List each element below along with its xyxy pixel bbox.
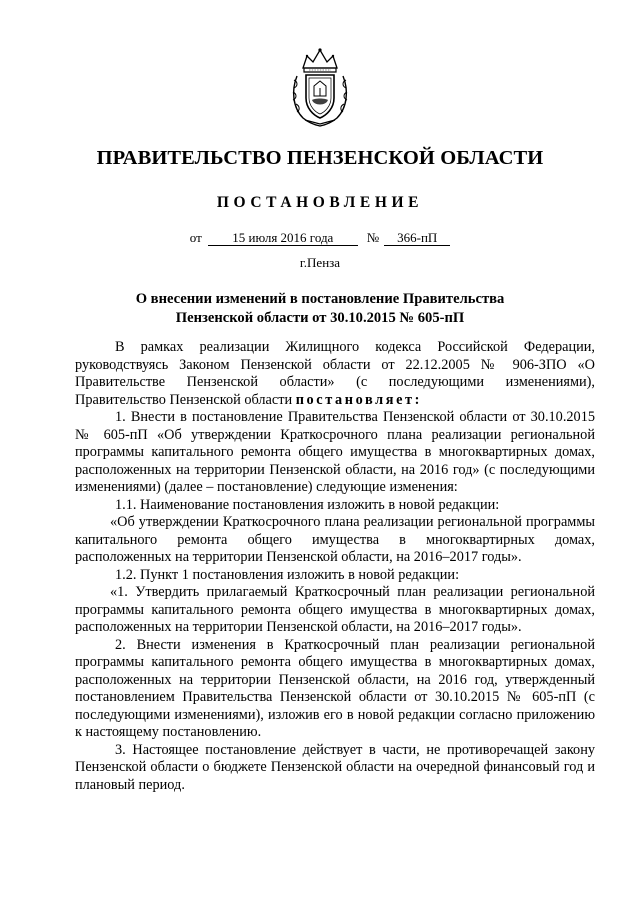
document-title	[100, 290, 540, 328]
item-1-2-paragraph: 1.2. Пункт 1 постановления изложить в новой редакции:	[115, 566, 460, 583]
preamble-text: В рамках реализации Жилищного кодекса Российской Федерации, руководствуясь Законом Пензенской области от 22.12.2005 № 906-ЗПО «О Правительстве Пензенской области» (с последующими изменениями), Правительство Пензенской области	[75, 339, 595, 408]
coat-of-arms-icon	[289, 46, 351, 128]
date-prefix: от	[189, 230, 202, 245]
number-prefix: №	[366, 230, 380, 245]
document-body	[75, 339, 595, 794]
item-1-1-text-paragraph: «Об утверждении Краткосрочного плана реализации региональной программы капитального ремонта общего имущества в многоквартирных домах, расположенных на территории Пензенской области, на 2016–2017 годы».	[75, 514, 595, 565]
item-2-paragraph: 2. Внести изменения в Краткосрочный план реализации региональной программы капитального ремонта общего имущества в многоквартирных домах, расположенных на территории Пензенской области, на 2016 год, утвержденный постановлением Правительства Пензенской области от 30.10.2015 № 605-пП (с последующими изменениями), изложив его в новой редакции согласно приложению к настоящему постановлению.	[75, 636, 595, 740]
organization-heading: ПРАВИТЕЛЬСТВО ПЕНЗЕНСКОЙ ОБЛАСТИ	[96, 147, 544, 169]
title-line-2: Пензенской области от 30.10.2015 № 605-пП	[175, 310, 465, 326]
item-1-1-paragraph: 1.1. Наименование постановления изложить в новой редакции:	[115, 496, 500, 513]
preamble-paragraph	[75, 339, 595, 409]
city-line: г.Пенза	[299, 255, 341, 270]
title-line-1: О внесении изменений в постановление Правительства	[135, 291, 505, 307]
document-number: 366-пП	[384, 231, 450, 246]
date-number-line	[0, 230, 640, 246]
item-1-paragraph: 1. Внести в постановление Правительства Пензенской области от 30.10.2015 № 605-пП «Об утверждении Краткосрочного плана реализации региональной программы капитального ремонта общего имущества в многоквартирных домах, расположенных на территории Пензенской области, на 2016 год» (с последующими изменениями) (далее – постановление) следующие изменения:	[75, 409, 595, 495]
item-1-2-text-paragraph: «1. Утвердить прилагаемый Краткосрочный план реализации региональной программы капитального ремонта общего имущества в многоквартирных домах, расположенных на территории Пензенской области, на 2016–2017 годы».	[75, 584, 595, 635]
document-date: 15 июля 2016 года	[208, 231, 358, 246]
item-3-paragraph: 3. Настоящее постановление действует в части, не противоречащей закону Пензенской области о бюджете Пензенской области на очередной финансовый год и плановый период.	[75, 741, 595, 793]
resolves-word: постановляет:	[295, 391, 423, 408]
document-type-heading: ПОСТАНОВЛЕНИЕ	[216, 194, 424, 211]
